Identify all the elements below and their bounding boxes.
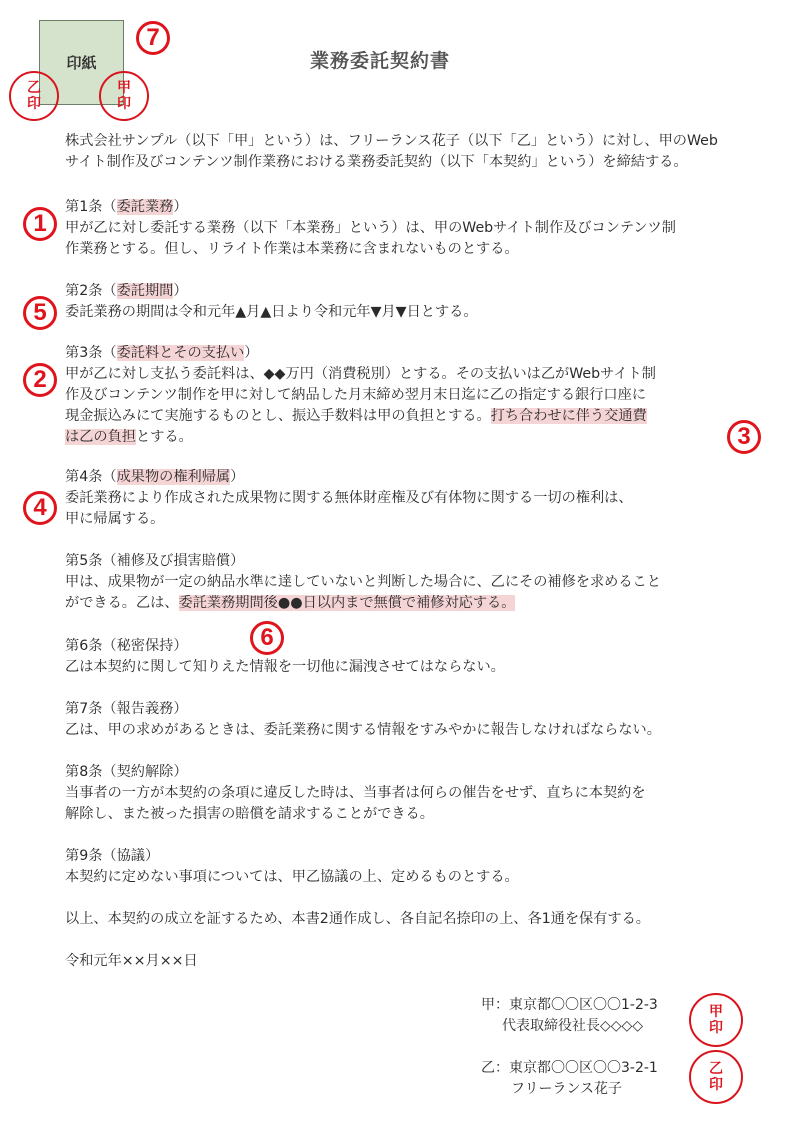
article-9-heading: 第9条（協議） bbox=[65, 848, 160, 864]
otsu-name: フリーランス花子 bbox=[511, 1081, 623, 1097]
article-3-line-4: は乙の負担とする。 bbox=[65, 429, 193, 445]
article-2-title-highlight: 委託期間 bbox=[116, 283, 174, 299]
contract-date: 令和元年××月××日 bbox=[65, 953, 198, 969]
preamble-line-2: サイト制作及びコンテンツ制作業務における業務委託契約（以下「本契約」という）を締結する。 bbox=[65, 154, 688, 170]
article-6-line-1: 乙は本契約に関して知りえた情報を一切他に漏洩させてはならない。 bbox=[65, 659, 505, 675]
article-7-line-1: 乙は、甲の求めがあるときは、委託業務に関する情報をすみやかに報告しなければならない。 bbox=[65, 722, 661, 738]
article-1-line-1: 甲が乙に対し委託する業務（以下「本業務」という）は、甲のWebサイト制作及びコンテンツ制 bbox=[65, 220, 676, 236]
article-8-heading: 第8条（契約解除） bbox=[65, 764, 188, 780]
article-2-line-1: 委託業務の期間は令和元年▲月▲日より令和元年▼月▼日とする。 bbox=[65, 304, 478, 320]
article-1-title-highlight: 委託業務 bbox=[116, 199, 174, 215]
otsu-address: 乙：東京都〇〇区〇〇3-2-1 bbox=[481, 1060, 658, 1076]
article-3-title-highlight: 委託料とその支払い bbox=[116, 345, 245, 361]
marker-6-icon: 6 bbox=[250, 621, 284, 655]
ko-seal-signature: 甲 印 bbox=[689, 993, 743, 1047]
document-title: 業務委託契約書 bbox=[310, 50, 451, 72]
revenue-stamp-label: 印紙 bbox=[66, 54, 97, 72]
marker-7-icon: 7 bbox=[136, 21, 170, 55]
ko-address: 甲：東京都〇〇区〇〇1-2-3 bbox=[481, 997, 658, 1013]
article-7-heading: 第7条（報告義務） bbox=[65, 701, 188, 717]
article-1-line-2: 作業務とする。但し、リライト作業は本業務に含まれないものとする。 bbox=[65, 241, 519, 257]
article-4-title-highlight: 成果物の権利帰属 bbox=[116, 469, 231, 485]
marker-3-icon: 3 bbox=[727, 420, 761, 454]
article-4-heading: 第4条（成果物の権利帰属） bbox=[65, 469, 245, 485]
marker-5-icon: 5 bbox=[23, 296, 57, 330]
article-3-line-1: 甲が乙に対し支払う委託料は、◆◆万円（消費税別）とする。その支払いは乙がWebサイト制 bbox=[65, 366, 656, 382]
article-6-heading: 第6条（秘密保持） bbox=[65, 638, 188, 654]
otsu-seal-top: 乙 印 bbox=[9, 71, 59, 121]
article-3-burden-highlight: は乙の負担 bbox=[65, 429, 136, 445]
article-4-line-1: 委託業務により作成された成果物に関する無体財産権及び有体物に関する一切の権利は、 bbox=[65, 490, 633, 506]
marker-1-icon: 1 bbox=[23, 207, 57, 241]
otsu-seal-signature: 乙 印 bbox=[689, 1050, 743, 1104]
ko-representative: 代表取締役社長◇◇◇◇ bbox=[502, 1018, 644, 1034]
article-3-line-3: 現金振込みにて実施するものとし、振込手数料は甲の負担とする。打ち合わせに伴う交通費 bbox=[65, 408, 647, 424]
article-3-line-2: 作及びコンテンツ制作を甲に対して納品した月末締め翌月末日迄に乙の指定する銀行口座に bbox=[65, 387, 646, 403]
article-3-travel-highlight: 打ち合わせに伴う交通費 bbox=[490, 408, 647, 424]
closing-statement: 以上、本契約の成立を証するため、本書2通作成し、各自記名捺印の上、各1通を保有する。 bbox=[65, 911, 650, 927]
article-5-heading: 第5条（補修及び損害賠償） bbox=[65, 553, 245, 569]
ko-seal-top: 甲 印 bbox=[99, 71, 149, 121]
article-9-line-1: 本契約に定めない事項については、甲乙協議の上、定めるものとする。 bbox=[65, 869, 519, 885]
preamble-line-1: 株式会社サンプル（以下「甲」という）は、フリーランス花子（以下「乙」という）に対し、甲のWeb bbox=[65, 133, 718, 149]
article-3-heading: 第3条（委託料とその支払い） bbox=[65, 345, 259, 361]
article-8-line-2: 解除し、また被った損害の賠償を請求することができる。 bbox=[65, 806, 434, 822]
marker-4-icon: 4 bbox=[23, 491, 57, 525]
article-5-line-2: ができる。乙は、委託業務期間後●●日以内まで無償で補修対応する。 bbox=[65, 595, 516, 611]
article-5-repair-highlight: 委託業務期間後●●日以内まで無償で補修対応する。 bbox=[178, 595, 516, 611]
article-8-line-1: 当事者の一方が本契約の条項に違反した時は、当事者は何らの催告をせず、直ちに本契約を bbox=[65, 785, 646, 801]
article-5-line-1: 甲は、成果物が一定の納品水準に達していないと判断した場合に、乙にその補修を求めること bbox=[65, 574, 661, 590]
marker-2-icon: 2 bbox=[23, 363, 57, 397]
article-4-line-2: 甲に帰属する。 bbox=[65, 511, 165, 527]
article-1-heading: 第1条（委託業務） bbox=[65, 199, 188, 215]
article-2-heading: 第2条（委託期間） bbox=[65, 283, 188, 299]
